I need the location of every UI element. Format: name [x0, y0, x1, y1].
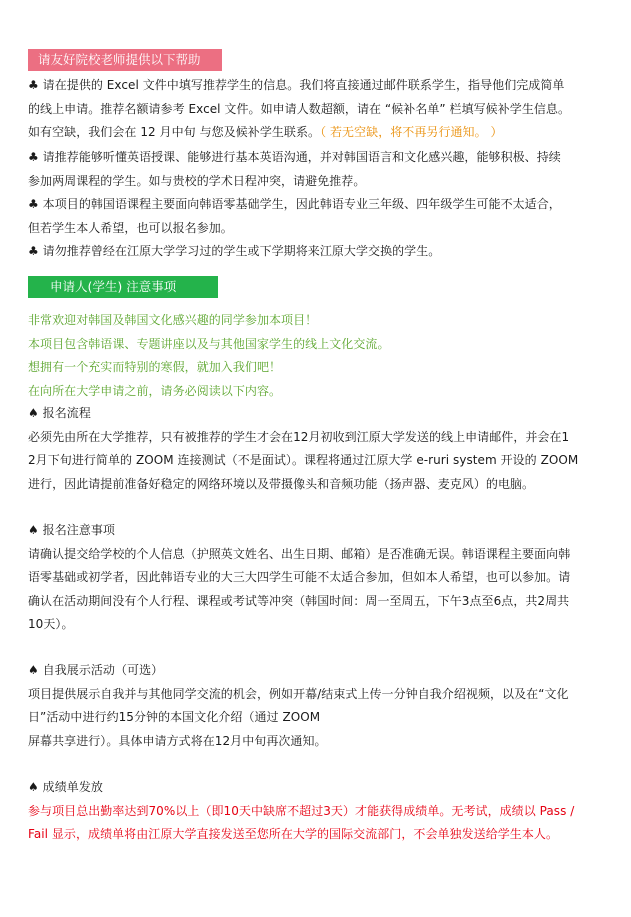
registration-notes	[28, 519, 618, 637]
registration-process	[28, 402, 618, 496]
text-line: 10天）。	[28, 617, 74, 631]
subsection-heading: ♠ 报名流程	[28, 406, 91, 420]
intro-line: 想拥有一个充实而特别的寒假，就加入我们吧！	[28, 360, 282, 374]
self-presentation	[28, 659, 618, 753]
text-line: ♣ 请推荐能够听懂英语授课、能够进行基本英语沟通，并对韩国语言和文化感兴趣，能够积极、持续	[28, 150, 561, 164]
text-line: 的线上申请。推荐名额请参考 Excel 文件。如申请人数超额，请在 “候补名单” 栏填写候补学生信息。	[28, 101, 571, 116]
section1-item-3	[28, 193, 618, 240]
text-line: 语零基础或初学者，因此韩语专业的大三大四学生可能不太适合参加，但如本人希望，也可以参加。请	[28, 570, 571, 584]
subsection-heading: ♠ 报名注意事项	[28, 523, 115, 537]
text-line: 日”活动中进行约15分钟的本国文化介绍（通过 ZOOM	[28, 710, 321, 724]
no-vacancy-note: （ 若无空缺，将不再另行通知。 ）	[320, 125, 503, 139]
text-line: 2月下旬进行简单的 ZOOM 连接测试（不是面试）。课程将通过江原大学 e-ruri system 开设的 ZOOM	[28, 453, 579, 467]
intro-line: 在向所在大学申请之前，请务必阅读以下内容。	[28, 383, 282, 398]
text-line: ♣ 请在提供的 Excel 文件中填写推荐学生的信息。我们将直接通过邮件联系学生，指导他们完成简单	[28, 78, 565, 92]
text-line: 但若学生本人希望，也可以报名参加。	[28, 220, 233, 235]
section2-header: 申请人(学生) 注意事项	[28, 276, 218, 298]
text-line: ♣ 请勿推荐曾经在江原大学学习过的学生或下学期将来江原大学交换的学生。	[28, 244, 441, 258]
text-line: 必须先由所在大学推荐，只有被推荐的学生才会在12月初收到江原大学发送的线上申请邮件，并会在1	[28, 429, 570, 444]
text-line-content: 如有空缺，我们会在 12 月中旬 与您及候补学生联系。	[28, 125, 321, 139]
transcript-issuance	[28, 776, 618, 847]
text-line	[28, 121, 618, 145]
text-line: 参加两周课程的学生。如与贵校的学术日程冲突，请避免推荐。	[28, 173, 366, 188]
intro-line: 非常欢迎对韩国及韩国文化感兴趣的同学参加本项目！	[28, 313, 318, 327]
text-line: 屏幕共享进行）。具体申请方式将在12月中旬再次通知。	[28, 733, 327, 748]
section1-header: 请友好院校老师提供以下帮助	[28, 49, 222, 71]
subsection-heading: ♠ 自我展示活动（可选）	[28, 663, 164, 677]
text-line: Fail 显示，成绩单将由江原大学直接发送至您所在大学的国际交流部门，不会单独发送给学生本人。	[28, 827, 558, 841]
text-line: ♣ 本项目的韩国语课程主要面向韩语零基础学生，因此韩语专业三年级、四年级学生可能不太适合，	[28, 197, 561, 211]
text-line: 请确认提交给学校的个人信息（护照英文姓名、出生日期、邮箱）是否准确无误。韩语课程主要面向韩	[28, 546, 571, 561]
text-line: 参与项目总出勤率达到70%以上（即10天中缺席不超过3天）才能获得成绩单。无考试，成绩以 Pass /	[28, 803, 575, 818]
text-line: 进行，因此请提前准备好稳定的网络环境以及带摄像头和音频功能（扬声器、麦克风）的电脑。	[28, 476, 535, 491]
intro-line: 本项目包含韩语课、专题讲座以及与其他国家学生的线上文化交流。	[28, 336, 390, 351]
text-line: 项目提供展示自我并与其他同学交流的机会，例如开幕/结束式上传一分钟自我介绍视频，以及在“文化	[28, 686, 569, 701]
section1-item-1	[28, 74, 618, 145]
section2-intro	[28, 309, 618, 403]
text-line: 确认在活动期间没有个人行程、课程或考试等冲突（韩国时间：周一至周五，下午3点至6点，共2周共	[28, 593, 570, 608]
section1-item-4	[28, 240, 618, 264]
subsection-heading: ♠ 成绩单发放	[28, 780, 103, 794]
section1-item-2	[28, 146, 618, 193]
